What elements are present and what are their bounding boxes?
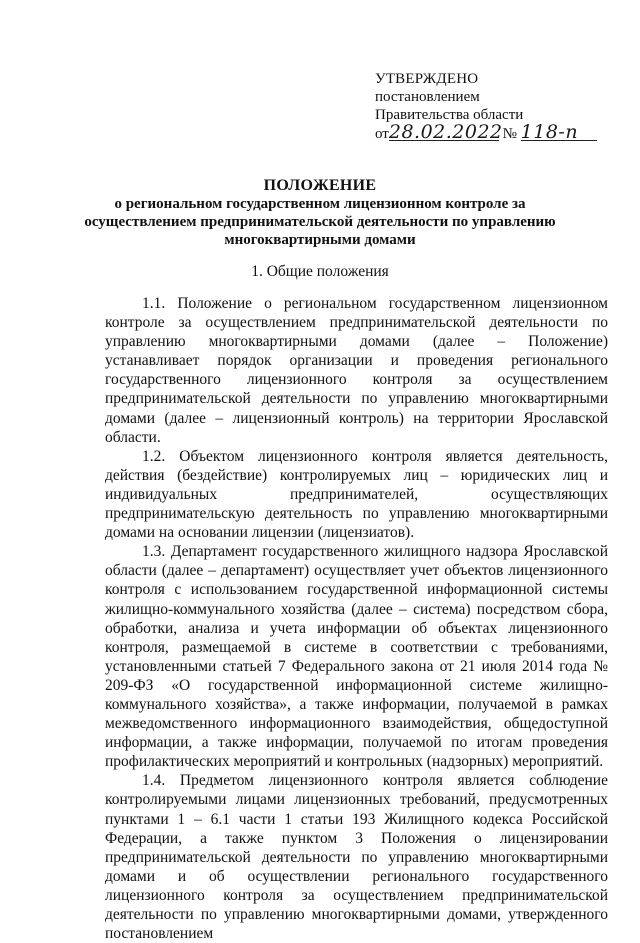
approval-line-decree: постановлением	[375, 89, 480, 105]
section-heading: 1. Общие положения	[251, 263, 389, 280]
handwritten-date: 28.02.2022	[388, 121, 503, 143]
title-subtitle: о региональном государственном лицензионном контроле за осуществлением предпринимательской деятельности по управлению многоквартирными домами	[84, 196, 556, 248]
document-title	[60, 177, 580, 249]
document-body	[105, 294, 608, 943]
from-label: от	[375, 126, 389, 142]
paragraph-1-2: 1.2. Объектом лицензионного контроля является деятельность, действия (бездействие) контролируемых лиц – юридических лиц и индивидуальных предпринимателей, осуществляющих предпринимательскую деятельность по управлению многоквартирными домами на основании лицензии (лицензиатов).	[105, 447, 608, 542]
approval-line-government: Правительства области	[375, 107, 524, 123]
title-heading: ПОЛОЖЕНИЕ	[263, 177, 377, 194]
paragraph-1-1: 1.1. Положение о региональном государственном лицензионном контроле за осуществлением предпринимательской деятельности по управлению многоквартирными домами (далее – Положение) устанавливает порядок организации и проведения регионального государственного лицензионного контроля за осуществлением предпринимательской деятельности по управлению многоквартирными домами (далее – лицензионный контроль) на территории Ярославской области.	[105, 295, 608, 446]
approval-stamp	[375, 70, 597, 143]
handwritten-number: 118-п	[521, 124, 597, 141]
approval-date-line	[375, 121, 597, 143]
paragraph-1-4: 1.4. Предметом лицензионного контроля является соблюдение контролируемыми лицами лицензионных требований, предусмотренных пунктами 1 – 6.1 части 1 статьи 193 Жилищного кодекса Российской Федерации, а также пунктом 3 Положения о лицензировании предпринимательской деятельности по управлению многоквартирными домами и об осуществлении регионального государственного лицензионного контроля за осуществлением предпринимательской деятельности по управлению многоквартирными домами, утвержденного постановлением	[105, 772, 608, 943]
number-label: №	[502, 126, 517, 142]
approval-title: УТВЕРЖДЕНО	[375, 71, 479, 87]
paragraph-1-3: 1.3. Департамент государственного жилищного надзора Ярославской области (далее – департамент) осуществляет учет объектов лицензионного контроля с использованием государственной информационной системы жилищно-коммунального хозяйства (далее – система) посредством сбора, обработки, анализа и учета информации об объектах лицензионного контроля, размещаемой в системе в соответствии с требованиями, установленными статьей 7 Федерального закона от 21 июля 2014 года № 209-ФЗ «О государственной информационной системе жилищно-коммунального хозяйства», а также информации, получаемой в рамках межведомственного информационного взаимодействия, общедоступной информации, а также информации, получаемой по итогам проведения профилактических мероприятий и контрольных (надзорных) мероприятий.	[105, 543, 608, 771]
